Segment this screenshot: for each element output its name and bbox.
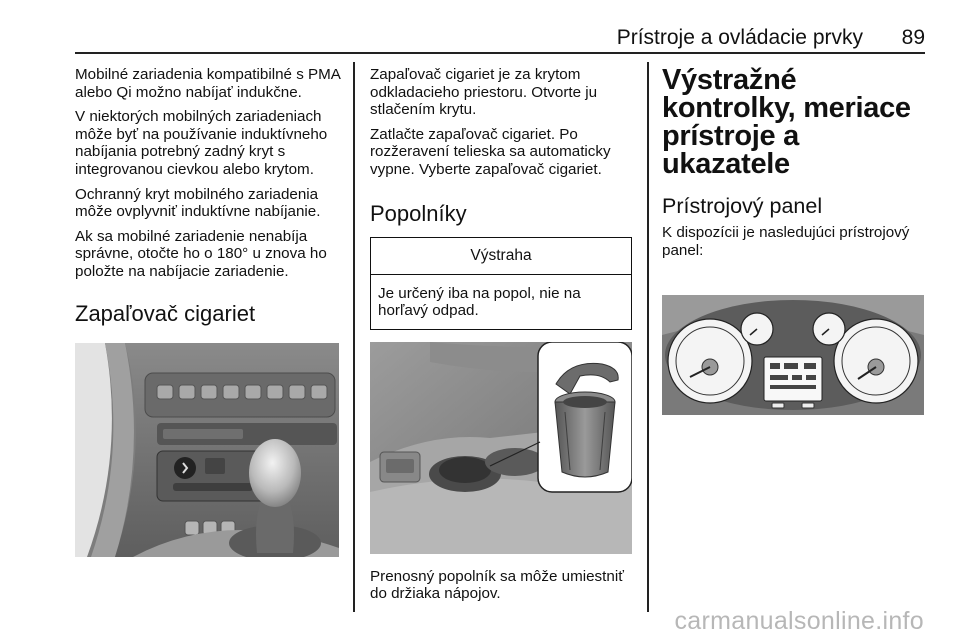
warning-box bbox=[370, 237, 632, 330]
watermark: carmanualsonline.info bbox=[674, 607, 924, 635]
paragraph: V niektorých mobilných zariadeniach môže byť na používanie induktívneho nabíjania potrebný zadný kryt s integrovanou cievkou alebo krytom. bbox=[75, 108, 328, 178]
subsection-heading: Prístrojový panel bbox=[662, 194, 823, 218]
section-heading-ashtrays: Popolníky bbox=[370, 200, 467, 226]
paragraph: Zapaľovač cigariet je za krytom odkladacieho priestoru. Otvorte ju stlačením krytu. bbox=[370, 66, 598, 119]
page-header bbox=[75, 26, 925, 52]
portable-ashtray-illustration bbox=[370, 342, 632, 554]
paragraph: Ak sa mobilné zariadenie nenabíja správne, otočte ho o 180° u znova ho položte na nabíjacie zariadenie. bbox=[75, 227, 327, 280]
paragraph: Zatlačte zapaľovač cigariet. Po rozžeravení telieska sa automaticky vypne. Vyberte zapaľovač cigariet. bbox=[370, 125, 611, 178]
paragraph: K dispozícii je nasledujúci prístrojový panel: bbox=[662, 224, 910, 259]
paragraph: Mobilné zariadenia kompatibilné s PMA alebo Qi možno nabíjať indukčne. bbox=[75, 66, 341, 101]
instrument-panel-illustration bbox=[662, 295, 924, 415]
header-title: Prístroje a ovládacie prvky bbox=[616, 26, 863, 49]
section-heading-lighter: Zapaľovač cigariet bbox=[75, 300, 256, 326]
paragraph: Ochranný kryt mobilného zariadenia môže ovplyvniť induktívne nabíjanie. bbox=[75, 185, 321, 221]
column-divider-1 bbox=[353, 62, 355, 612]
page-number: 89 bbox=[901, 26, 925, 49]
cigarette-lighter-illustration bbox=[75, 343, 339, 557]
paragraph: Prenosný popolník sa môže umiestniť do držiaka nápojov. bbox=[370, 567, 624, 603]
column-middle bbox=[370, 66, 634, 610]
chapter-heading: Výstražné kontrolky, meriace prístroje a ukazatele bbox=[662, 64, 911, 180]
column-left bbox=[75, 66, 343, 557]
column-right bbox=[662, 66, 928, 415]
warning-title: Výstraha bbox=[371, 238, 631, 275]
column-divider-2 bbox=[647, 62, 649, 612]
header-rule bbox=[75, 52, 925, 54]
warning-text: Je určený iba na popol, nie na horľavý odpad. bbox=[378, 284, 581, 320]
